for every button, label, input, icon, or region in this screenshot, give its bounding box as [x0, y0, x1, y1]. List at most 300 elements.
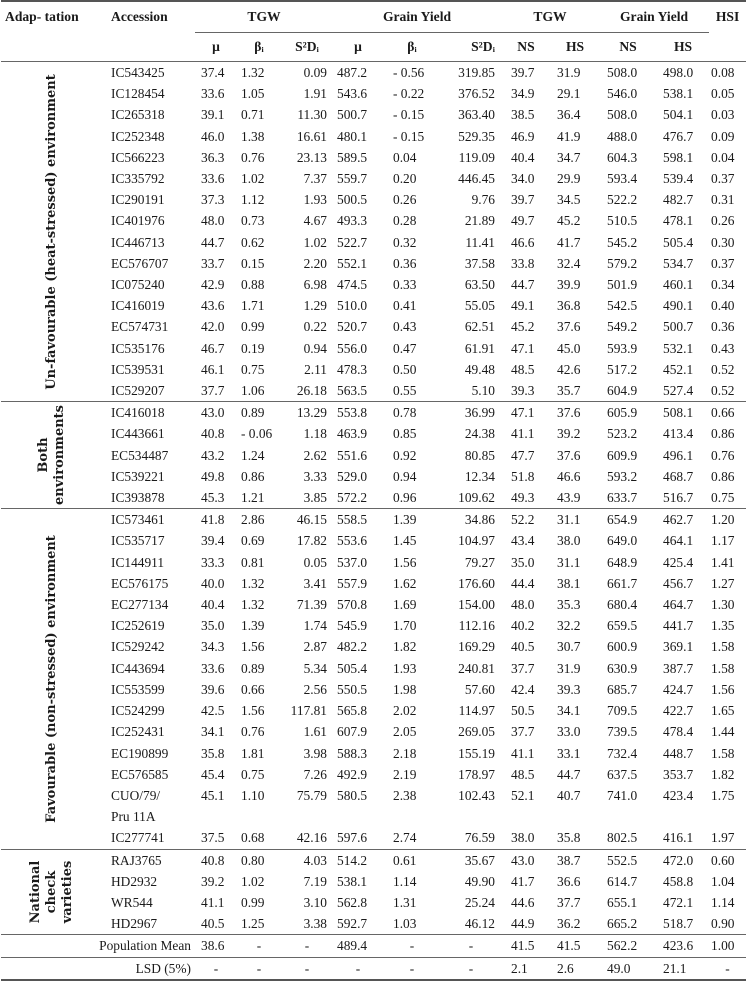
footer-value-tgw-beta: - — [237, 957, 281, 980]
header-blank — [709, 33, 746, 62]
value-yield-beta: 0.47 — [393, 340, 417, 356]
value-tgw-beta: 2.86 — [237, 509, 281, 531]
value-tgw-beta: 1.05 — [241, 86, 265, 102]
value-tgw-hs: 41.9 — [557, 128, 581, 144]
value-tgw-hs: 35.8 — [557, 830, 581, 846]
table-row — [1, 573, 746, 594]
value-yield-mu: 493.3 — [337, 213, 368, 229]
value-yield-mu: 558.5 — [333, 509, 383, 531]
value-tgw-hs: 34.5 — [557, 192, 581, 208]
value-tgw-s2d: 23.13 — [296, 149, 327, 165]
value-yield-ns: 579.2 — [607, 255, 638, 271]
value-tgw-ns: 39.3 — [511, 383, 535, 399]
value-yield-hs: 482.7 — [663, 192, 694, 208]
footer-value-yield-beta: - — [383, 935, 441, 957]
value-yield-s2d: 102.43 — [458, 787, 495, 803]
value-tgw-beta: 0.68 — [241, 830, 265, 846]
value-tgw-beta: 0.75 — [241, 766, 265, 782]
value-tgw-hs: 43.9 — [557, 490, 581, 506]
value-yield-mu: 505.4 — [337, 660, 368, 676]
value-tgw-beta: 0.75 — [241, 361, 265, 377]
table-row — [1, 359, 746, 380]
value-tgw-hs: 32.4 — [557, 255, 581, 271]
value-yield-s2d: 109.62 — [458, 490, 495, 506]
value-tgw-ns: 43.0 — [501, 849, 551, 871]
value-tgw-hs: 34.1 — [557, 703, 581, 719]
value-tgw-mu: 43.0 — [195, 402, 237, 424]
value-tgw-mu: 35.0 — [201, 618, 225, 634]
value-yield-ns: 604.3 — [607, 149, 638, 165]
value-yield-beta: 2.19 — [393, 766, 417, 782]
value-yield-mu: 529.0 — [337, 468, 368, 484]
table-row — [1, 466, 746, 487]
value-tgw-beta: - 0.06 — [241, 426, 273, 442]
value-tgw-mu: 40.8 — [201, 426, 225, 442]
value-tgw-ns: 41.1 — [511, 426, 535, 442]
footer-value-tgw-hs: 2.6 — [551, 957, 599, 980]
accession-cell: WR544 — [111, 894, 153, 910]
value-yield-hs: 490.1 — [663, 298, 694, 314]
value-tgw-mu: 36.3 — [201, 149, 225, 165]
accession-cell: IC128454 — [111, 86, 165, 102]
value-yield-ns: 593.4 — [607, 171, 638, 187]
footer-label: LSD (5%) — [1, 957, 195, 980]
value-yield-s2d: 61.91 — [464, 340, 495, 356]
value-yield-beta: 0.26 — [393, 192, 417, 208]
value-tgw-hs: 37.6 — [557, 319, 581, 335]
value-yield-s2d: 49.48 — [464, 361, 495, 377]
value-hsi: 1.27 — [711, 575, 735, 591]
value-yield-beta: 2.74 — [393, 830, 417, 846]
value-tgw-s2d: 5.34 — [303, 660, 327, 676]
accession-cell: IC543425 — [111, 65, 165, 80]
value-yield-beta: - 0.22 — [393, 86, 425, 102]
value-hsi — [709, 806, 746, 827]
value-tgw-beta: 0.19 — [241, 340, 265, 356]
value-hsi: 0.36 — [711, 319, 735, 335]
value-yield-ns: 609.9 — [607, 447, 638, 463]
value-yield-hs: 476.7 — [663, 128, 694, 144]
value-yield-ns: 654.9 — [599, 509, 657, 531]
table-body — [1, 62, 746, 980]
group-label-line: varieties — [60, 860, 75, 924]
group-cell — [1, 509, 103, 849]
value-tgw-ns: 34.0 — [511, 171, 535, 187]
value-yield-hs: 498.0 — [663, 65, 694, 80]
value-yield-mu: 550.5 — [337, 681, 368, 697]
value-tgw-hs: 44.7 — [557, 766, 581, 782]
value-tgw-hs: 36.2 — [557, 916, 581, 932]
value-tgw-hs: 35.3 — [557, 597, 581, 613]
group-label: Un-favourable (heat-stressed) environment — [44, 73, 59, 390]
value-tgw-ns: 38.5 — [511, 107, 535, 123]
table-row — [1, 316, 746, 337]
table-row — [1, 615, 746, 636]
value-yield-hs: 534.7 — [663, 255, 694, 271]
value-tgw-hs: 31.9 — [557, 660, 581, 676]
value-yield-ns — [599, 806, 657, 827]
value-tgw-beta: 0.99 — [241, 319, 265, 335]
value-yield-ns: 510.5 — [607, 213, 638, 229]
value-yield-mu: 580.5 — [337, 787, 368, 803]
value-yield-hs: 472.0 — [657, 849, 709, 871]
value-yield-mu: 510.0 — [337, 298, 368, 314]
accession-cell: IC573461 — [103, 509, 195, 531]
value-yield-ns: 600.9 — [607, 639, 638, 655]
accession-cell: IC252431 — [111, 724, 165, 740]
value-yield-mu: 553.8 — [333, 402, 383, 424]
table-row — [1, 104, 746, 125]
accession-cell: IC335792 — [111, 171, 165, 187]
table-row — [1, 487, 746, 509]
value-tgw-s2d: 42.16 — [296, 830, 327, 846]
value-tgw-mu: 42.5 — [201, 703, 225, 719]
value-tgw-hs: 45.0 — [557, 340, 581, 356]
value-tgw-ns: 52.2 — [501, 509, 551, 531]
value-yield-ns: 680.4 — [607, 597, 638, 613]
value-yield-s2d: 21.89 — [464, 213, 495, 229]
value-tgw-ns: 48.5 — [511, 361, 535, 377]
value-yield-s2d: 49.90 — [464, 873, 495, 889]
accession-cell: EC576585 — [111, 766, 169, 782]
value-tgw-ns: 39.7 — [511, 65, 535, 80]
value-yield-ns: 517.2 — [607, 361, 638, 377]
value-yield-ns: 637.5 — [607, 766, 638, 782]
table-row — [1, 295, 746, 316]
value-tgw-mu: 40.0 — [201, 575, 225, 591]
value-yield-beta: 2.05 — [393, 724, 417, 740]
value-tgw-ns: 47.7 — [511, 447, 535, 463]
value-yield-hs — [657, 806, 709, 827]
footer-value-yield-ns: 562.2 — [599, 935, 657, 957]
footer-row — [1, 957, 746, 980]
table-row — [1, 913, 746, 935]
accession-cell: IC393878 — [111, 490, 165, 506]
value-hsi: 0.76 — [711, 447, 735, 463]
value-yield-mu: 537.0 — [337, 554, 368, 570]
table-row — [1, 594, 746, 615]
value-yield-ns: 739.5 — [607, 724, 638, 740]
value-yield-s2d: 35.67 — [441, 849, 501, 871]
group-label-line: environments — [52, 405, 67, 506]
value-yield-hs: 598.1 — [663, 149, 694, 165]
value-yield-s2d: 240.81 — [458, 660, 495, 676]
footer-value-yield-hs: 21.1 — [657, 957, 709, 980]
value-tgw-s2d: 2.56 — [303, 681, 327, 697]
value-yield-s2d: 363.40 — [458, 107, 495, 123]
value-yield-ns: 802.5 — [607, 830, 638, 846]
value-yield-ns: 709.5 — [607, 703, 638, 719]
accession-cell: EC534487 — [111, 447, 169, 463]
table-row — [1, 785, 746, 806]
footer-row — [1, 935, 746, 957]
value-tgw-s2d: 2.62 — [303, 447, 327, 463]
value-tgw-ns: 35.0 — [511, 554, 535, 570]
value-yield-s2d: 319.85 — [458, 65, 495, 80]
header-hsi: HSI — [715, 9, 740, 25]
value-yield-beta: 0.43 — [393, 319, 417, 335]
accession-cell: IC277741 — [111, 830, 165, 846]
value-tgw-ns: 41.1 — [511, 745, 535, 761]
value-yield-hs: 504.1 — [663, 107, 694, 123]
value-tgw-s2d: 0.09 — [303, 65, 327, 80]
value-tgw-s2d: 7.19 — [303, 873, 327, 889]
value-hsi: 0.86 — [711, 426, 735, 442]
value-hsi: 1.82 — [711, 766, 735, 782]
value-yield-ns: 549.2 — [607, 319, 638, 335]
value-tgw-beta: 1.02 — [241, 873, 265, 889]
value-tgw-hs: 34.7 — [557, 149, 581, 165]
value-hsi: 0.37 — [711, 255, 735, 271]
footer-value-tgw-s2d: - — [281, 935, 333, 957]
value-yield-ns: 501.9 — [607, 277, 638, 293]
value-yield-mu: 522.7 — [337, 234, 368, 250]
value-yield-s2d: 169.29 — [458, 639, 495, 655]
table-row — [1, 445, 746, 466]
value-yield-beta: 1.56 — [393, 554, 417, 570]
value-tgw-mu: 39.6 — [201, 681, 225, 697]
value-hsi: 1.20 — [709, 509, 746, 531]
value-tgw-s2d — [281, 806, 333, 827]
accession-cell: IC529242 — [111, 639, 165, 655]
table-row — [1, 743, 746, 764]
value-tgw-mu: 37.3 — [201, 192, 225, 208]
footer-value-tgw-s2d: - — [281, 957, 333, 980]
value-tgw-ns: 44.9 — [511, 916, 535, 932]
subheader-tgw-ns: NS — [501, 33, 551, 62]
value-tgw-beta: 1.24 — [241, 447, 265, 463]
value-tgw-ns: 44.7 — [511, 277, 535, 293]
value-hsi: 1.65 — [711, 703, 735, 719]
group-cell — [1, 849, 103, 935]
accession-cell: CUO/79/ — [111, 787, 161, 803]
value-tgw-s2d: 1.02 — [303, 234, 327, 250]
value-tgw-beta: 0.76 — [241, 724, 265, 740]
value-yield-s2d: 55.05 — [464, 298, 495, 314]
group-label: Favourable (non-stressed) environment — [44, 535, 59, 823]
value-yield-beta: 0.92 — [393, 447, 417, 463]
accession-cell: Pru 11A — [111, 809, 156, 825]
value-tgw-beta: 0.88 — [241, 277, 265, 293]
value-tgw-mu: 33.6 — [201, 171, 225, 187]
value-yield-beta: 0.41 — [393, 298, 417, 314]
value-tgw-beta: 0.81 — [241, 554, 265, 570]
value-tgw-s2d: 1.93 — [303, 192, 327, 208]
subheader-yield-ns: NS — [599, 33, 657, 62]
value-tgw-ns: 44.4 — [511, 575, 535, 591]
value-yield-beta: 1.69 — [393, 597, 417, 613]
value-yield-mu: 553.6 — [337, 533, 368, 549]
value-yield-s2d: 62.51 — [464, 319, 495, 335]
value-yield-ns: 655.1 — [607, 894, 638, 910]
value-yield-hs: 532.1 — [663, 340, 694, 356]
value-tgw-ns: 37.7 — [511, 724, 535, 740]
footer-value-yield-ns: 49.0 — [599, 957, 657, 980]
value-tgw-hs: 40.7 — [557, 787, 581, 803]
table-row — [1, 62, 746, 84]
value-tgw-beta: 1.10 — [241, 787, 265, 803]
value-tgw-ns: 40.5 — [511, 639, 535, 655]
value-yield-hs: 539.4 — [663, 171, 694, 187]
value-hsi: 0.30 — [711, 234, 735, 250]
value-yield-beta: 0.32 — [393, 234, 417, 250]
value-tgw-ns: 38.0 — [511, 830, 535, 846]
table-row — [1, 83, 746, 104]
table-row — [1, 806, 746, 827]
value-yield-mu: 482.2 — [337, 639, 368, 655]
value-tgw-s2d: 46.15 — [281, 509, 333, 531]
value-yield-hs: 538.1 — [663, 86, 694, 102]
table-row — [1, 636, 746, 657]
value-yield-mu: 607.9 — [337, 724, 368, 740]
value-tgw-ns: 48.0 — [511, 597, 535, 613]
value-hsi: 1.58 — [711, 660, 735, 676]
value-yield-hs: 413.4 — [663, 426, 694, 442]
value-tgw-ns: 40.2 — [511, 618, 535, 634]
value-yield-beta: 1.82 — [393, 639, 417, 655]
value-tgw-s2d: 117.81 — [290, 703, 327, 719]
value-yield-mu: 500.7 — [337, 107, 368, 123]
value-yield-s2d: 446.45 — [458, 171, 495, 187]
value-tgw-s2d: 13.29 — [281, 402, 333, 424]
group-label-line: check — [44, 870, 59, 914]
value-tgw-ns: 49.7 — [511, 213, 535, 229]
group-label-line: Both — [36, 437, 51, 473]
value-yield-s2d: 119.09 — [458, 149, 495, 165]
table-row — [1, 232, 746, 253]
value-hsi: 1.35 — [711, 618, 735, 634]
value-tgw-ns: 41.7 — [511, 873, 535, 889]
value-yield-beta: 1.31 — [393, 894, 417, 910]
value-tgw-s2d: 2.11 — [304, 361, 327, 377]
value-tgw-beta: 1.32 — [241, 597, 265, 613]
value-yield-beta: 0.55 — [393, 383, 417, 399]
subheader-tgw-beta: βᵢ — [237, 33, 281, 62]
header-group-tgw-env: TGW — [501, 1, 599, 33]
subheader-tgw-hs: HS — [551, 33, 599, 62]
accession-cell: IC446713 — [111, 234, 165, 250]
value-yield-mu: 543.6 — [337, 86, 368, 102]
value-yield-ns: 545.2 — [607, 234, 638, 250]
value-tgw-ns: 46.9 — [511, 128, 535, 144]
accession-cell: EC576175 — [111, 575, 169, 591]
accession-cell: IC443661 — [111, 426, 165, 442]
value-tgw-s2d: 1.61 — [303, 724, 327, 740]
value-tgw-s2d: 6.98 — [303, 277, 327, 293]
value-tgw-mu: 44.7 — [201, 234, 225, 250]
value-yield-beta: - 0.15 — [393, 107, 425, 123]
value-tgw-hs: 39.2 — [557, 426, 581, 442]
footer-value-tgw-mu: - — [195, 957, 237, 980]
value-yield-hs: 422.7 — [663, 703, 694, 719]
header-group-yield-env: Grain Yield — [599, 1, 709, 33]
value-tgw-beta: 1.39 — [241, 618, 265, 634]
header-group-yield-stability: Grain Yield — [333, 1, 501, 33]
value-yield-beta: 0.78 — [383, 402, 441, 424]
value-tgw-hs: 29.9 — [557, 171, 581, 187]
accession-cell: IC443694 — [111, 660, 165, 676]
value-yield-s2d: 25.24 — [464, 894, 495, 910]
value-yield-s2d: 36.99 — [441, 402, 501, 424]
value-yield-ns: 685.7 — [607, 681, 638, 697]
value-tgw-beta: 1.56 — [241, 703, 265, 719]
value-yield-hs: 508.1 — [657, 402, 709, 424]
footer-value-tgw-ns: 2.1 — [501, 957, 551, 980]
value-yield-s2d: 79.27 — [464, 554, 495, 570]
table-row — [1, 189, 746, 210]
value-yield-mu: 588.3 — [337, 745, 368, 761]
value-yield-beta: 0.85 — [393, 426, 417, 442]
value-tgw-s2d: 17.82 — [296, 533, 327, 549]
table-row — [1, 126, 746, 147]
value-tgw-hs: 31.1 — [551, 509, 599, 531]
value-hsi: 0.03 — [711, 107, 735, 123]
value-tgw-hs: 31.9 — [557, 65, 581, 80]
footer-value-yield-beta: - — [383, 957, 441, 980]
value-tgw-s2d: 7.37 — [303, 171, 327, 187]
value-tgw-mu: 46.0 — [201, 128, 225, 144]
value-yield-mu: 559.7 — [337, 171, 368, 187]
table-row — [1, 658, 746, 679]
value-hsi: 0.66 — [709, 402, 746, 424]
value-tgw-hs: 37.7 — [557, 894, 581, 910]
accession-cell: HD2967 — [111, 916, 158, 932]
value-tgw-s2d: 26.18 — [296, 383, 327, 399]
value-tgw-beta: 0.89 — [237, 402, 281, 424]
table-row — [1, 338, 746, 359]
value-yield-ns: 508.0 — [607, 107, 638, 123]
value-yield-mu: 492.9 — [337, 766, 368, 782]
value-tgw-mu: 46.7 — [201, 340, 225, 356]
accession-cell: EC574731 — [111, 319, 169, 335]
value-yield-beta: 2.38 — [393, 787, 417, 803]
table-row — [1, 764, 746, 785]
table-row — [1, 721, 746, 742]
table-row — [1, 147, 746, 168]
value-hsi: 1.17 — [711, 533, 735, 549]
value-yield-ns: 593.9 — [607, 340, 638, 356]
footer-value-yield-mu: - — [333, 957, 383, 980]
value-hsi: 1.75 — [711, 787, 735, 803]
value-yield-s2d: 11.41 — [465, 234, 495, 250]
value-tgw-s2d: 2.20 — [303, 255, 327, 271]
value-yield-s2d: 155.19 — [458, 745, 495, 761]
value-yield-s2d: 112.16 — [458, 618, 495, 634]
value-yield-s2d: 76.59 — [464, 830, 495, 846]
value-tgw-hs: 37.6 — [551, 402, 599, 424]
value-tgw-beta: 1.25 — [241, 916, 265, 932]
value-tgw-beta: 1.12 — [241, 192, 265, 208]
value-hsi: 1.58 — [711, 745, 735, 761]
value-tgw-mu: 33.3 — [201, 554, 225, 570]
value-yield-mu: 463.9 — [337, 426, 368, 442]
value-tgw-hs: 31.1 — [557, 554, 581, 570]
footer-value-yield-s2d: - — [441, 957, 501, 980]
value-tgw-s2d: 1.91 — [303, 86, 327, 102]
value-tgw-s2d: 71.39 — [296, 597, 327, 613]
value-yield-beta: 0.36 — [393, 255, 417, 271]
value-yield-ns: 546.0 — [607, 86, 638, 102]
value-hsi: 1.44 — [711, 724, 735, 740]
value-yield-hs: 518.7 — [663, 916, 694, 932]
value-yield-beta: 1.03 — [393, 916, 417, 932]
value-tgw-ns: 34.9 — [511, 86, 535, 102]
value-tgw-s2d: 2.87 — [303, 639, 327, 655]
group-label — [36, 405, 68, 505]
value-tgw-hs: 38.7 — [551, 849, 599, 871]
table-row — [1, 509, 746, 531]
value-yield-hs: 462.7 — [657, 509, 709, 531]
